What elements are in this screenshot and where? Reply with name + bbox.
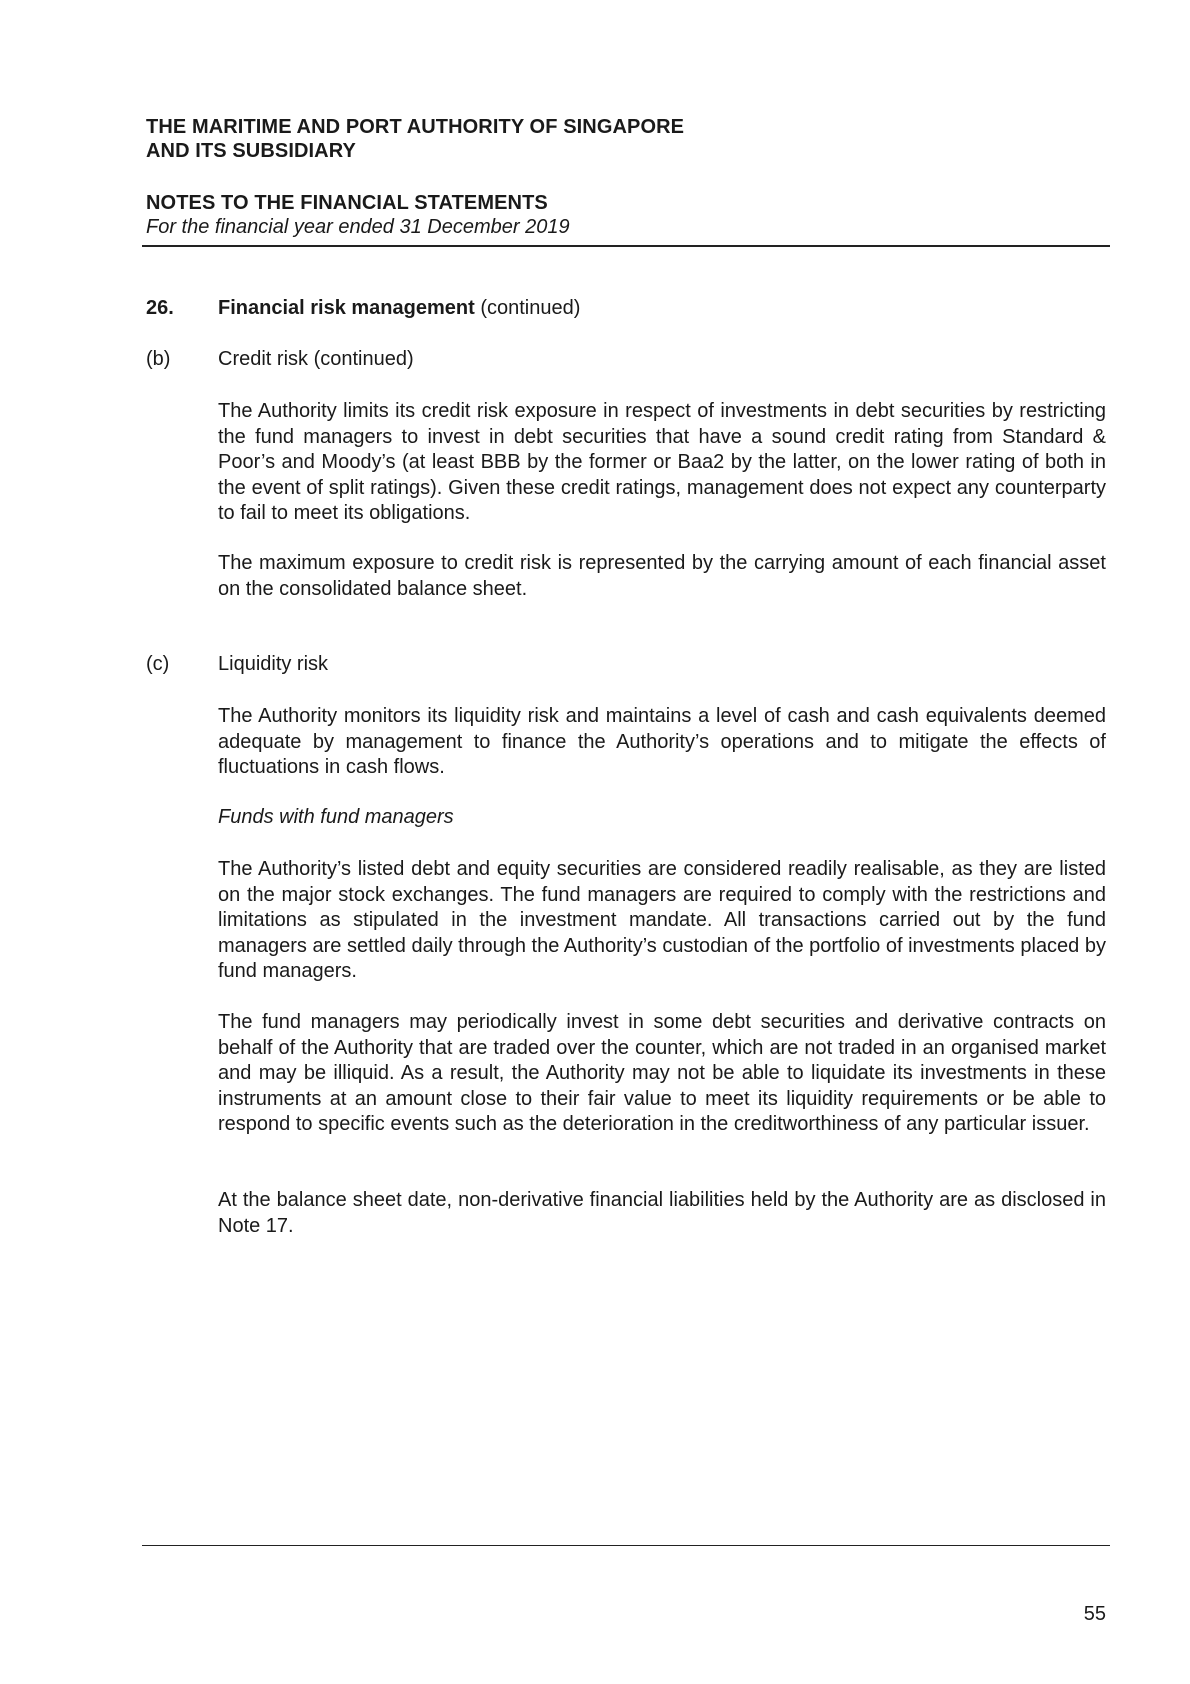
liquidity-risk-paragraph-4: At the balance sheet date, non-derivative financial liabilities held by the Authority are as disclosed in Note 17.	[218, 1189, 1106, 1237]
liquidity-risk-paragraph-3: The fund managers may periodically invest in some debt securities and derivative contracts on behalf of the Authority that are traded over the counter, which are not traded in an organised market and may be illiquid. As a result, the Authority may not be able to liquidate its investments in these instruments at an amount close to their fair value to meet its liquidity requirements or be able to respond to specific events such as the deterioration in the creditworthiness of any particular issuer.	[218, 1011, 1106, 1135]
footer-rule	[142, 1545, 1110, 1546]
note-title: Financial risk management	[218, 297, 475, 319]
section-c-heading: Liquidity risk	[218, 653, 329, 675]
credit-risk-paragraph-2: The maximum exposure to credit risk is represented by the carrying amount of each financial asset on the consolidated balance sheet.	[218, 552, 1106, 600]
org-name-line2: AND ITS SUBSIDIARY	[146, 140, 356, 162]
fund-managers-subheading: Funds with fund managers	[218, 806, 454, 828]
liquidity-risk-paragraph-1: The Authority monitors its liquidity risk and maintains a level of cash and cash equivalents deemed adequate by management to finance the Authority’s operations and to mitigate the effects of fluctuations in cash flows.	[218, 705, 1106, 778]
section-title: NOTES TO THE FINANCIAL STATEMENTS	[146, 192, 548, 214]
note-heading	[218, 297, 580, 320]
section-b-heading: Credit risk (continued)	[218, 348, 414, 370]
note-title-suffix: (continued)	[480, 297, 581, 319]
header-rule	[142, 245, 1110, 247]
section-c-label: (c)	[146, 653, 170, 675]
note-number: 26.	[146, 297, 174, 319]
page-number: 55	[1083, 1603, 1106, 1625]
section-b-label: (b)	[146, 348, 171, 370]
org-name-line1: THE MARITIME AND PORT AUTHORITY OF SINGAPORE	[146, 116, 685, 138]
reporting-period: For the financial year ended 31 December 2019	[146, 216, 570, 238]
credit-risk-paragraph-1: The Authority limits its credit risk exposure in respect of investments in debt securities by restricting the fund managers to invest in debt securities that have a sound credit rating from Standard & Poor’s and Moody’s (at least BBB by the former or Baa2 by the latter, on the lower rating of both in the event of split ratings). Given these credit ratings, management does not expect any counterparty to fail to meet its obligations.	[218, 400, 1106, 524]
liquidity-risk-paragraph-2: The Authority’s listed debt and equity securities are considered readily realisable, as they are listed on the major stock exchanges. The fund managers are required to comply with the restrictions and limitations as stipulated in the investment mandate. All transactions carried out by the fund managers are settled daily through the Authority’s custodian of the portfolio of investments placed by fund managers.	[218, 858, 1106, 982]
